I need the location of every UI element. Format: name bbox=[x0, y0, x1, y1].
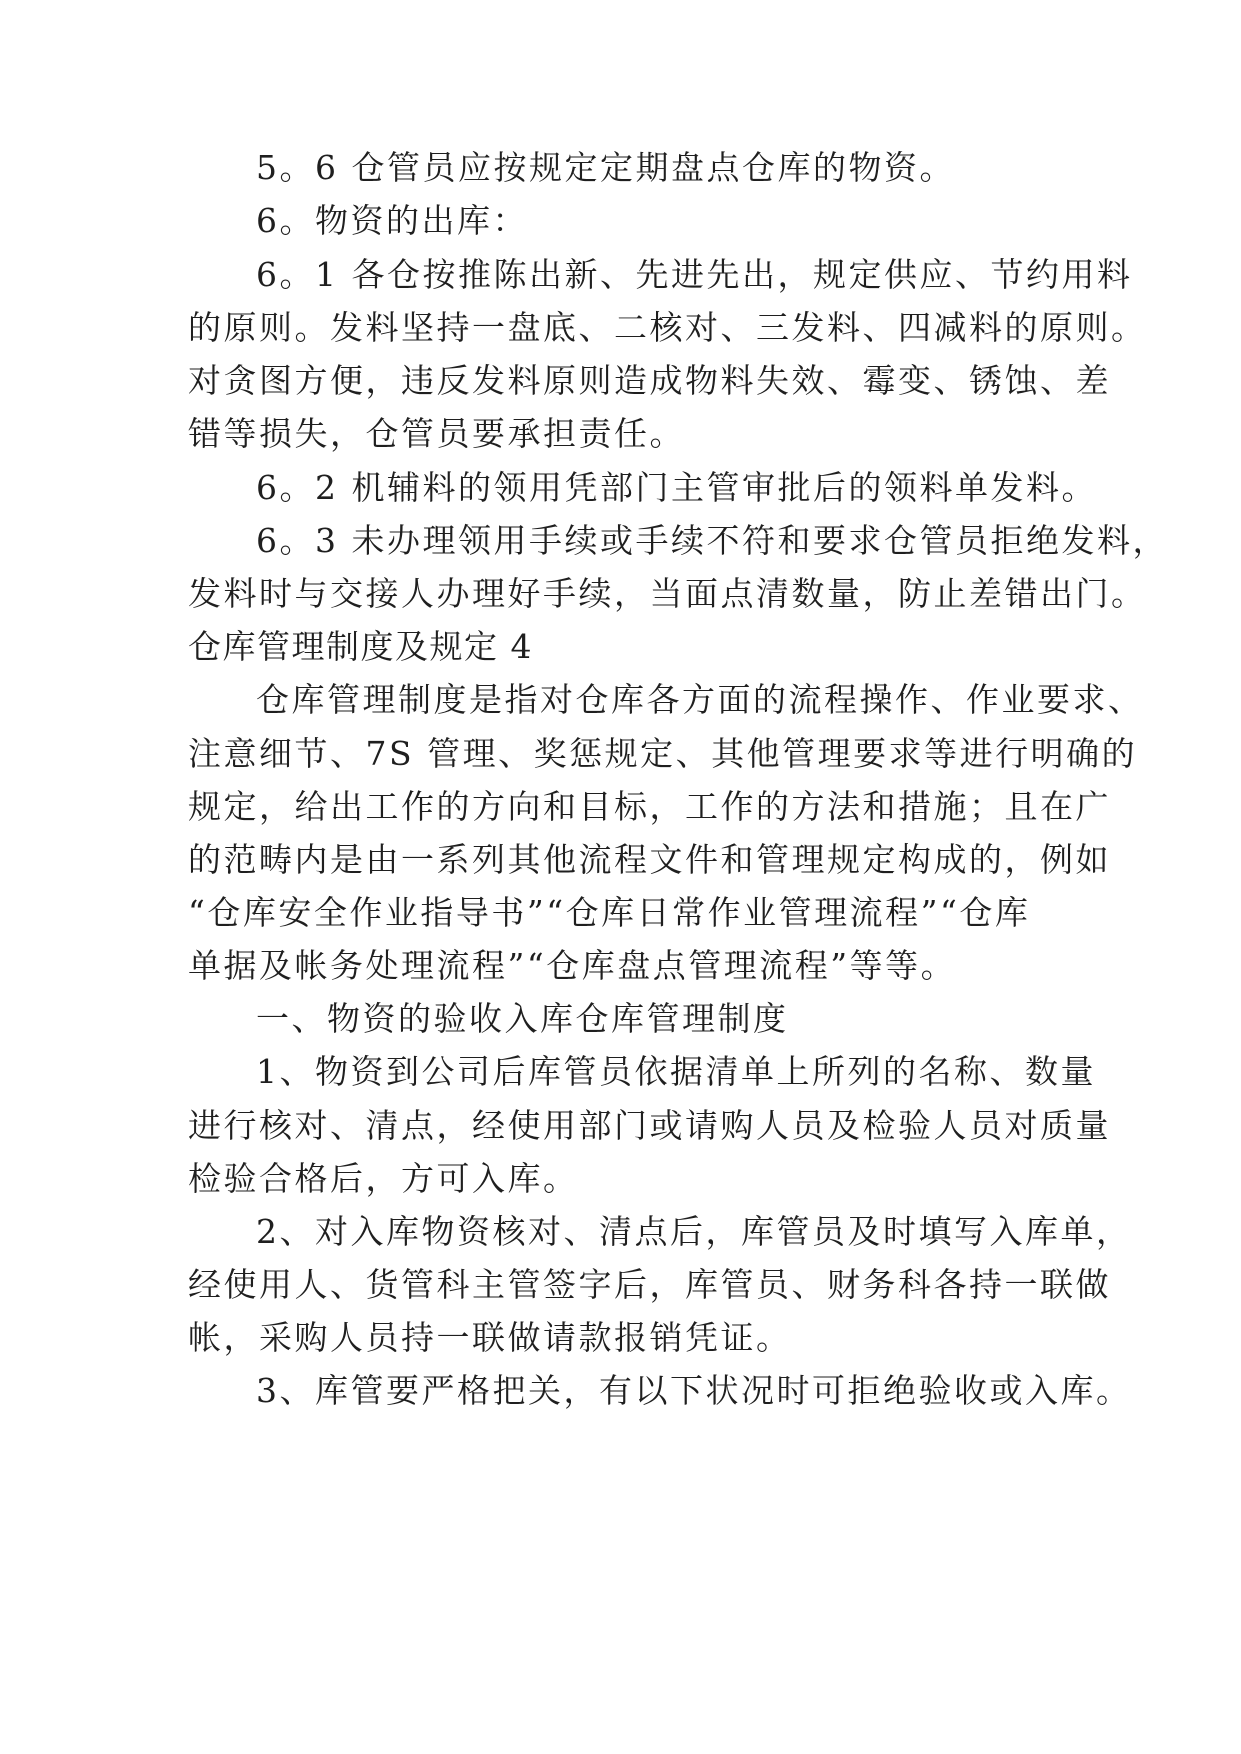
text-line: 规定，给出工作的方向和目标，工作的方法和措施；且在广 bbox=[188, 787, 1111, 826]
text-line: 6。3 未办理领用手续或手续不符和要求仓管员拒绝发料， bbox=[256, 521, 1168, 560]
text-line: “仓库安全作业指导书”“仓库日常作业管理流程”“仓库 bbox=[188, 893, 1031, 932]
text-line: 的范畴内是由一系列其他流程文件和管理规定构成的，例如 bbox=[188, 840, 1111, 879]
text-line: 5。6 仓管员应按规定定期盘点仓库的物资。 bbox=[256, 148, 955, 187]
text-line: 进行核对、清点，经使用部门或请购人员及检验人员对质量 bbox=[188, 1106, 1111, 1145]
subheading: 一、物资的验收入库仓库管理制度 bbox=[256, 999, 789, 1038]
text-line: 注意细节、7S 管理、奖惩规定、其他管理要求等进行明确的 bbox=[188, 734, 1138, 773]
text-line: 6。1 各仓按推陈出新、先进先出，规定供应、节约用料 bbox=[256, 255, 1133, 294]
text-line: 6。物资的出库： bbox=[256, 201, 528, 240]
text-line: 经使用人、货管科主管签字后，库管员、财务科各持一联做 bbox=[188, 1265, 1111, 1304]
text-line: 发料时与交接人办理好手续，当面点清数量，防止差错出门。 bbox=[188, 574, 1147, 613]
text-line: 3、库管要严格把关，有以下状况时可拒绝验收或入库。 bbox=[256, 1371, 1132, 1410]
text-line: 的原则。发料坚持一盘底、二核对、三发料、四减料的原则。 bbox=[188, 308, 1147, 347]
text-line: 错等损失，仓管员要承担责任。 bbox=[188, 414, 685, 453]
text-line: 仓库管理制度是指对仓库各方面的流程操作、作业要求、 bbox=[256, 680, 1144, 719]
text-line: 单据及帐务处理流程”“仓库盘点管理流程”等等。 bbox=[188, 946, 957, 985]
text-line: 对贪图方便，违反发料原则造成物料失效、霉变、锈蚀、差 bbox=[188, 361, 1111, 400]
text-line: 帐，采购人员持一联做请款报销凭证。 bbox=[188, 1318, 792, 1357]
text-line: 检验合格后，方可入库。 bbox=[188, 1159, 579, 1198]
text-line: 6。2 机辅料的领用凭部门主管审批后的领料单发料。 bbox=[256, 468, 1097, 507]
section-heading: 仓库管理制度及规定 4 bbox=[188, 627, 533, 666]
text-line: 2、对入库物资核对、清点后，库管员及时填写入库单， bbox=[256, 1212, 1132, 1251]
text-line: 1、物资到公司后库管员依据清单上所列的名称、数量 bbox=[256, 1052, 1096, 1091]
